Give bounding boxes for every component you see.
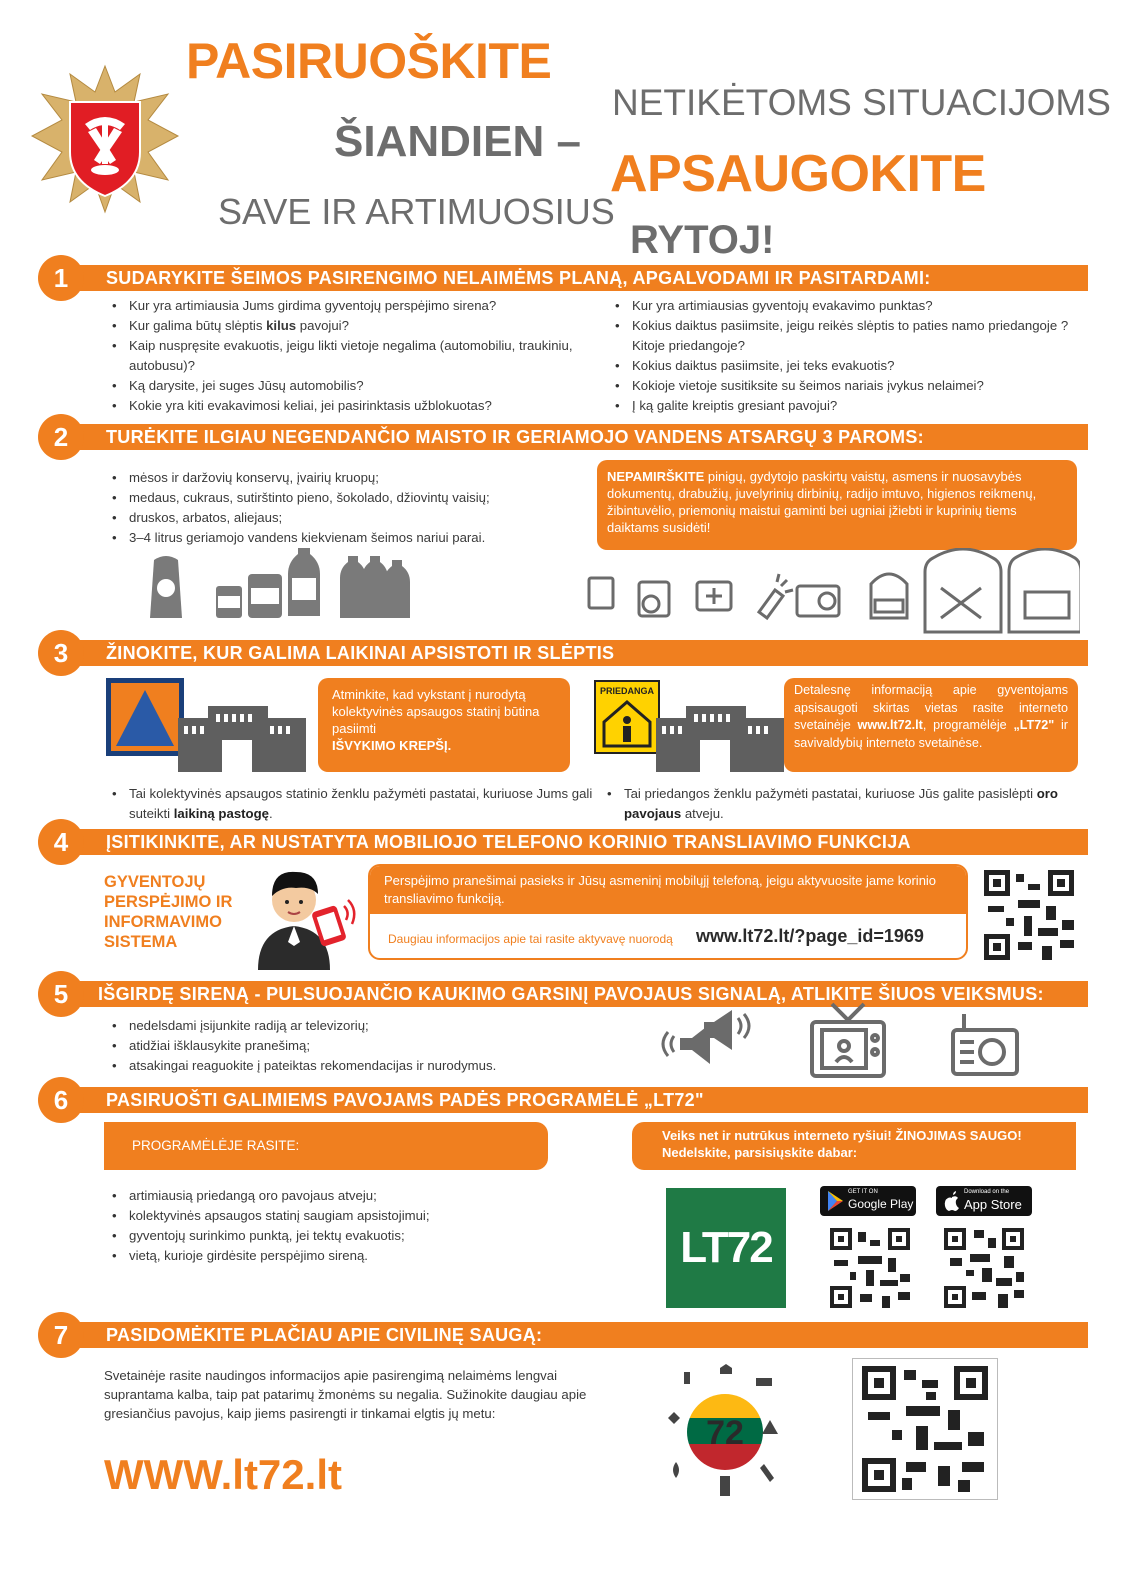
reminder-box: NEPAMIRŠKITE pinigų, gydytojo paskirtų vaistų, asmens ir nuosavybės dokumentų, drabužių, juvelyrinių dirbinių, radijo imtuvo, higienos reikmenų, žibintuvėlio, priemonių maistui gaminti bei ugniai įžiebti ir kuprinių tiems daiktams susidėti! [597,460,1077,550]
section-4-number: 4 [38,819,84,865]
siren-speaker-icon [660,1008,760,1078]
lt72-app-logo[interactable]: LT72 [666,1188,786,1308]
list-item: • Kur yra artimiausias gyventojų evakavimo punktas? [632,296,1102,316]
civil-defence-sign-icon [106,678,184,756]
radio-icon [950,1010,1020,1076]
emergency-kit-icons [575,548,1080,638]
link-hint: Daugiau informacijos apie tai rasite aktyvavę nuorodą [388,932,673,946]
header-line-2: NETIKĖTOMS SITUACIJOMS [612,82,1111,123]
google-play-badge[interactable]: GET IT ON Google Play [820,1186,916,1216]
section-3-title: ŽINOKITE, KUR GALIMA LAIKINAI APSISTOTI IR SLĖPTIS [106,643,615,663]
list-item: • Ką darysite, jei suges Jūsų automobilis? [129,376,599,396]
list-item: • medaus, cukraus, sutirštinto pieno, šokolado, džiovintų vaisių; [129,488,609,508]
section-2-number: 2 [38,414,84,460]
section-2-title: TURĖKITE ILGIAU NEGENDANČIO MAISTO IR GERIAMOJO VANDENS ATSARGŲ 3 PAROMS: [106,427,924,447]
website-link[interactable]: WWW.lt72.lt [104,1451,342,1498]
list-item: • 3–4 litrus geriamojo vandens kiekvienam šeimos nariui parai. [129,528,609,548]
section-1-left-list [103,296,599,416]
section-7-title: PASIDOMĖKITE PLAČIAU APIE CIVILINĘ SAUGĄ: [106,1325,543,1345]
info-link[interactable]: www.lt72.lt/?page_id=1969 [696,926,924,946]
qr-code-website[interactable] [862,1366,988,1492]
list-item: • Kokie yra kiti evakavimosi keliai, jei pasirinktasis užblokuotas? [129,396,599,416]
list-item: • Į ką galite kreiptis gresiant pavojui? [632,396,1102,416]
lt72-emblem [660,1364,790,1500]
section-3-right-note [598,784,1110,824]
section-5-list [103,1016,629,1076]
shelter-info-box: Detalesnę informaciją apie gyventojams apsisaugoti skirtas vietas rasite interneto svetainėje www.lt72.lt, programėlėje „LT72" ir savivaldybių interneto svetainėse. [784,678,1078,772]
list-item: • nedelsdami įsijunkite radiją ar televizorių; [129,1016,629,1036]
header-line-4: APSAUGOKITE [610,145,986,203]
header-line-6: RYTOJ! [630,218,775,262]
download-call-box: Veiks net ir nutrūkus interneto ryšiui! ŽINOJIMAS SAUGO! Nedelskite, parsisiųskite dabar: [632,1122,1076,1170]
list-item: • Kaip nuspręsite evakuotis, jeigu likti vietoje negalima (automobiliu, traukiniu, autobusu)? [129,336,599,376]
section-1-right-list [606,296,1102,416]
section-3-number: 3 [38,630,84,676]
list-item: • Kokioje vietoje susitiksite su šeimos nariais įvykus nelaimei? [632,376,1102,396]
list-item: • Kokius daiktus pasiimsite, jei teks evakuotis? [632,356,1102,376]
section-6-number: 6 [38,1077,84,1123]
list-item: • Kur galima būtų slėptis kilus pavojui? [129,316,599,336]
list-item: • vietą, kurioje girdėsite perspėjimo sireną. [129,1246,569,1266]
list-item: • kolektyvinės apsaugos statinį saugiam apsistojimui; [129,1206,569,1226]
person-with-phone-icon [248,866,360,970]
shelter-sign-label: PRIEDANGA [599,686,654,696]
cell-broadcast-box [368,864,968,960]
emblem-number: 72 [706,1414,744,1452]
qr-code-google-play[interactable] [830,1228,910,1308]
qr-code-cell-broadcast[interactable] [984,870,1074,960]
fire-rescue-emblem [30,64,180,214]
shelter-sign-icon [594,680,660,754]
app-store-badge[interactable]: Download on the App Store [936,1186,1032,1216]
google-play-icon [826,1190,846,1212]
list-item: • Tai priedangos ženklu pažymėti pastatai, kuriuose Jūs galite pasislėpti oro pavojaus atveju. [624,784,1110,824]
section-1-number: 1 [38,255,84,301]
section-6-title: PASIRUOŠTI GALIMIEMS PAVOJAMS PADĖS PROGRAMĖLĖ „LT72" [106,1090,704,1110]
section-7-text: Svetainėje rasite naudingos informacijos apie pasirengimą nelaimėms lengvai suprantama kalba, taip pat patarimų žmonėms su negalia. Sužinokite daugiau apie gresiančius pavojus, kaip jiems pasirengti ir tinkamai elgtis jų metu: [104,1368,587,1421]
qr-code-app-store[interactable] [944,1228,1024,1308]
evacuation-bag-box: Atminkite, kad vykstant į nurodytą kolektyvinės apsaugos statinį būtina pasiimti IŠVYKIMO KREPŠĮ. [318,678,570,772]
building-icon [656,700,784,772]
section-5-number: 5 [38,971,84,1017]
header-line-5: SAVE IR ARTIMUOSIUS [218,191,615,232]
list-item: • atsakingai reaguokite į pateiktas rekomendacijas ir nurodymus. [129,1056,629,1076]
television-icon [808,1000,888,1080]
list-item: • Tai kolektyvinės apsaugos statinio ženklu pažymėti pastatai, kuriuose Jums gali suteikti laikiną pastogę. [129,784,615,824]
header-line-1: PASIRUOŠKITE [186,33,552,89]
section-6-list [103,1186,569,1266]
list-item: • druskos, arbatos, aliejaus; [129,508,609,528]
building-icon [178,700,306,772]
list-item: • Kokius daiktus pasiimsite, jeigu reikės slėptis to paties namo priedangoje ? Kitoje priedangoje? [632,316,1102,356]
app-features-header: PROGRAMĖLĖJE RASITE: [104,1122,548,1170]
cell-broadcast-text: Perspėjimo pranešimai pasieks ir Jūsų asmeninį mobilųjį telefoną, jeigu aktyvuosite jame korinio transliavimo funkciją. [370,866,966,914]
section-5-title: IŠGIRDĘ SIRENĄ - PULSUOJANČIO KAUKIMO GARSINĮ PAVOJAUS SIGNALĄ, ATLIKITE ŠIUOS VEIKSMUS: [98,984,1044,1004]
list-item: • atidžiai išklausykite pranešimą; [129,1036,629,1056]
food-supplies-icons [148,546,418,622]
list-item: • artimiausią priedangą oro pavojaus atveju; [129,1186,569,1206]
header-line-3: ŠIANDIEN – [334,117,581,166]
section-2-list [103,468,609,548]
warning-system-label: GYVENTOJŲ PERSPĖJIMO IR INFORMAVIMO SISTEMA [104,873,233,951]
list-item: • gyventojų surinkimo punktą, jei tektų evakuotis; [129,1226,569,1246]
section-7-number: 7 [38,1312,84,1358]
section-4-title: ĮSITIKINKITE, AR NUSTATYTA MOBILIOJO TELEFONO KORINIO TRANSLIAVIMO FUNKCIJA [106,832,911,852]
apple-icon [944,1191,960,1211]
section-1-title: SUDARYKITE ŠEIMOS PASIRENGIMO NELAIMĖMS PLANĄ, APGALVODAMI IR PASITARDAMI: [106,268,931,288]
list-item: • mėsos ir daržovių konservų, įvairių kruopų; [129,468,609,488]
list-item: • Kur yra artimiausia Jums girdima gyventojų perspėjimo sirena? [129,296,599,316]
section-3-left-note [103,784,615,824]
